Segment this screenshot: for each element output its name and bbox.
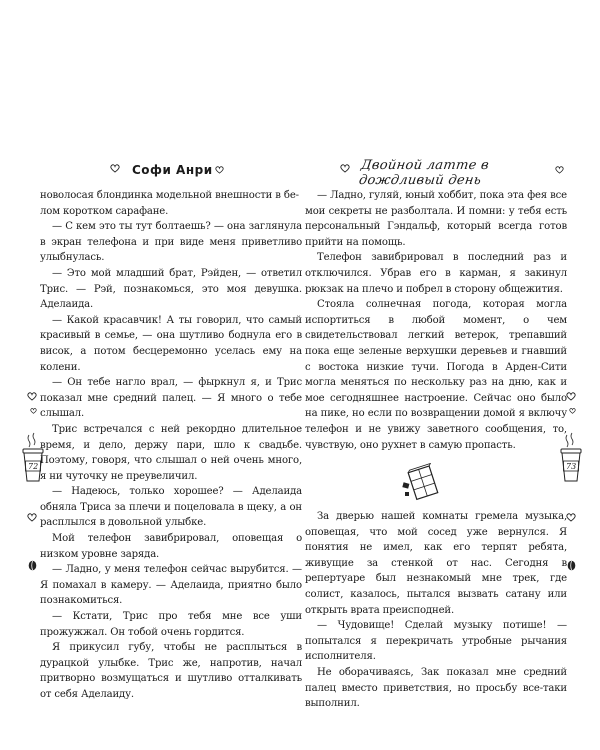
heart-icon (110, 164, 120, 173)
heart-icon (27, 392, 37, 401)
heart-icon (215, 166, 224, 174)
left-page-body (40, 188, 302, 703)
heart-icon (340, 164, 350, 173)
paragraph: — Кстати, Трис про тебя мне все уши прожужжал. Он тобой очень гордится. (40, 611, 302, 638)
paragraph: За дверью нашей комнаты гремела музыка, оповещая, что мой сосед уже вернулся. Я понятия не имел, как его терпят ребята, живущие за стенкой от нас. Сегодня в репертуаре был незнакомый мне трек, где солист, казалось, пытался вызвать сатану или открыть врата преисподней. (305, 511, 567, 616)
right-page-header (305, 150, 567, 188)
paragraph: — Ладно, гуляй, юный хоббит, пока эта фея все мои секреты не разболтала. И помни: у тебя есть персональный Гэндальф, который всегда готов прийти на помощь. (305, 190, 567, 248)
paragraph: — Надеюсь, только хорошее? — Аделаида обняла Триса за плечи и поцеловала в щеку, а он расплылся в довольной улыбке. (40, 486, 302, 529)
paragraph: лом коротком сарафане. (40, 205, 169, 217)
heart-icon (30, 408, 37, 414)
page-number: 72 (28, 462, 39, 471)
paragraph: — Какой красавчик! А ты говорил, что самый красивый в семье, — она шутливо боднула его в висок, а потом бесцеремонно уселась ему на колени. (40, 314, 302, 373)
paragraph: — Чудовище! Сделай музыку потише! — попытался я перекричать утробные рычания исполнителя. (305, 620, 567, 663)
left-page (40, 150, 302, 703)
paragraph: — Это мой младший брат, Рэйден, — ответил Трис. — Рэй, познакомься, это моя девушка. Аделаида. (40, 267, 302, 311)
heart-icon (566, 513, 576, 522)
coffee-bean-icon (567, 560, 576, 571)
heart-icon (555, 166, 564, 174)
paragraph: — С кем это ты тут болтаешь? — она заглянула в экран телефона и при виде меня приветливо улыбнулась. (40, 221, 302, 264)
coffee-cup-icon (558, 432, 584, 484)
left-page-header (40, 150, 302, 188)
right-page (305, 150, 567, 712)
paragraph: — Ладно, у меня телефон сейчас вырубится. — Я помахал в камеру. — Аделаида, приятно было познакомиться. (40, 564, 302, 607)
paragraph: Телефон завибрировал в последний раз и отключился. Убрав его в карман, я закинул рюкзак на плечо и побрел в сторону общежития. (305, 252, 567, 295)
heart-icon (27, 513, 37, 522)
paragraph: новолосая блондинка модельной внешности в бе- (40, 190, 299, 201)
right-page-body (305, 188, 567, 712)
coffee-cup-icon (20, 432, 46, 484)
running-header-title: Двойной латте в дождливый день (357, 158, 490, 188)
running-header-author: Софи Анри (132, 163, 213, 177)
paragraph: Трис встречался с ней рекордно длительное время, и дело, держу пари, шло к свадьбе. Поэтому, говоря, что слышал о ней очень много, я ни чуточку не преувеличил. (40, 423, 302, 482)
page-number: 73 (566, 462, 577, 471)
heart-icon (566, 392, 576, 401)
paragraph: Мой телефон завибрировал, оповещая о низком уровне заряда. (40, 533, 302, 560)
coffee-bean-icon (28, 560, 37, 571)
heart-icon (569, 408, 576, 414)
paragraph: Я прикусил губу, чтобы не расплыться в дурацкой улыбке. Трис же, напротив, начал притворно возмущаться и шутливо отталкивать от себя Аделаиду. (40, 642, 302, 700)
paragraph: — Он тебе нагло врал, — фыркнул я, и Трис показал мне средний палец. — Я много о тебе слышал. (40, 377, 302, 420)
paragraph: Стояла солнечная погода, которая могла испортиться в любой момент, о чем свидетельствовал легкий ветерок, трепавший пока еще зеленые верхушки деревьев и гнавший с востока низкие тучи. Погода в Арден-Сити могла меняться по нескольку раз на дню, как и мое сегодняшнее настроение. Сейчас оно было на пике, но если по возвращении домой я включу телефон и не увижу заветного сообщения, то, чувствую, оно рухнет в самую пропасть. (305, 299, 567, 451)
paragraph: Не оборачиваясь, Зак показал мне средний палец вместо приветствия, но просьбу все-таки выполнил. (305, 667, 567, 710)
chocolate-bar-icon (400, 463, 444, 503)
